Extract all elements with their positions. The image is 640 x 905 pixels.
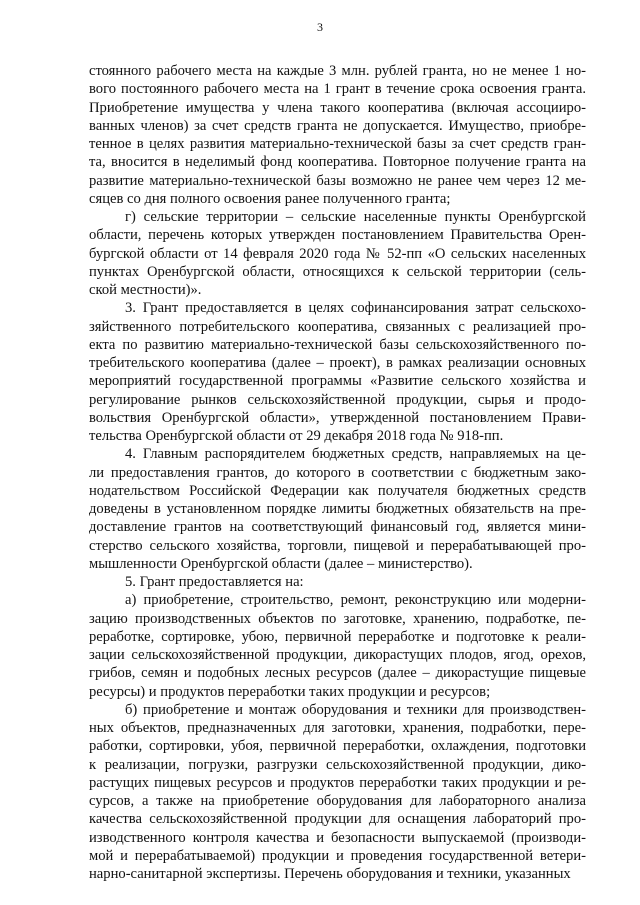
paragraph-item-5a (89, 591, 586, 701)
paragraph-item-4 (89, 445, 586, 573)
text-line: ных объектов, предназначенных для заготовки, хранения, подработки, пере- (89, 720, 586, 736)
page-number: 3 (317, 20, 323, 34)
text-line: растущих пищевых ресурсов и продуктов переработки таких продукции и ре- (89, 774, 586, 791)
paragraph-item-3 (89, 299, 586, 445)
text-line: грибов, семян и подобных лесных ресурсов (далее – дикорастущие пищевые (89, 665, 586, 682)
text-line: тенное в целях развития материально-технической базы за счет средств гран- (89, 136, 586, 152)
text-line: 5. Грант предоставляется на: (125, 574, 304, 590)
text-line: стерство сельского хозяйства, торговли, пищевой и перерабатывающей про- (89, 537, 586, 554)
text-line: развитие материально-технической базы возможно не ранее чем через 12 ме- (89, 172, 586, 189)
text-line: мероприятий государственной программы «Развитие сельского хозяйства и (89, 373, 586, 390)
document-body (89, 62, 586, 883)
text-line: ресурсы) и продуктов переработки таких продукции и ресурсов; (89, 683, 491, 700)
text-line: пунктах Оренбургской области, относящихся к сельской территории (сель- (89, 263, 586, 280)
text-line: вольствия Оренбургской области», утвержденной постановлением Прави- (89, 409, 586, 426)
text-line: регулирование рынков сельскохозяйственной продукции, сырья и продо- (89, 391, 586, 408)
text-line: нарно-санитарной экспертизы. Перечень оборудования и техники, указанных (89, 866, 571, 882)
text-line: к реализации, погрузки, разгрузки сельскохозяйственной продукции, дико- (89, 756, 586, 773)
paragraph-item-g (89, 208, 586, 299)
text-line: доставление грантов на соответствующий финансовый год, является мини- (89, 519, 586, 536)
text-line: Приобретение имущества у члена такого кооператива (включая ассоцииро- (89, 99, 586, 116)
text-line: сяцев со дня полного освоения ранее полученного гранта; (89, 190, 451, 207)
text-line: нодательством Российской Федерации как получателя бюджетных средств (89, 482, 586, 499)
paragraph-item-5b (89, 701, 586, 884)
text-line: работки, сортировки, убоя, первичной переработки, охлаждения, подготовки (89, 738, 586, 755)
text-line: бургской области от 14 февраля 2020 года № 52-пп «О сельских населенных (89, 245, 586, 262)
text-line: екта по развитию материально-технической базы сельскохозяйственного по- (89, 336, 586, 353)
text-line: зяйственного потребительского кооператива, связанных с реализацией про- (89, 318, 586, 335)
text-line: мышленности Оренбургской области (далее – министерство). (89, 555, 473, 572)
text-line: качества сельскохозяйственной продукции для оснащения лабораторий про- (89, 811, 586, 828)
text-line: стоянного рабочего места на каждые 3 млн. рублей гранта, но не менее 1 но- (89, 63, 586, 79)
text-line: зацию производственных объектов по заготовке, хранению, подработке, пе- (89, 610, 586, 627)
text-line: г) сельские территории – сельские населенные пункты Оренбургской (125, 209, 586, 225)
text-line: ванных членов) за счет средств гранта не допускается. Имущество, приобре- (89, 117, 586, 134)
text-line: зации сельскохозяйственной продукции, дикорастущих плодов, ягод, орехов, (89, 647, 586, 663)
text-line: а) приобретение, строительство, ремонт, реконструкцию или модерни- (125, 592, 586, 609)
text-line: вого постоянного рабочего места на 1 грант в течение срока освоения гранта. (89, 81, 586, 98)
text-line: сурсов, а также на приобретение оборудования для лабораторного анализа (89, 793, 586, 809)
text-line: б) приобретение и монтаж оборудования и техники для производствен- (125, 701, 586, 718)
text-line: требительского кооператива (далее – проект), в рамках реализации основных (89, 355, 586, 371)
paragraph-continuation (89, 62, 586, 208)
text-line: ской местности)». (89, 282, 202, 298)
text-line: ли предоставления грантов, до которого в соответствии с бюджетным зако- (89, 464, 586, 481)
text-line: области, перечень которых утвержден постановлением Правительства Орен- (89, 227, 586, 244)
text-line: изводственного контроля качества и безопасности выпускаемой (производи- (89, 829, 586, 846)
text-line: мой и перерабатываемой) продукции и проведения государственной ветери- (89, 847, 586, 864)
text-line: тельства Оренбургской области от 29 декабря 2018 года № 918-пп. (89, 428, 504, 444)
text-line: 4. Главным распорядителем бюджетных средств, направляемых на це- (125, 446, 586, 463)
text-line: реработке, сортировке, убою, первичной переработке и подготовке к реали- (89, 628, 586, 645)
text-line: доведены в установленном порядке лимиты бюджетных обязательств на пре- (89, 501, 586, 517)
paragraph-item-5 (89, 573, 586, 591)
text-line: та, вносится в неделимый фонд кооператива. Повторное получение гранта на (89, 154, 586, 171)
text-line: 3. Грант предоставляется в целях софинансирования затрат сельскохо- (125, 300, 586, 317)
